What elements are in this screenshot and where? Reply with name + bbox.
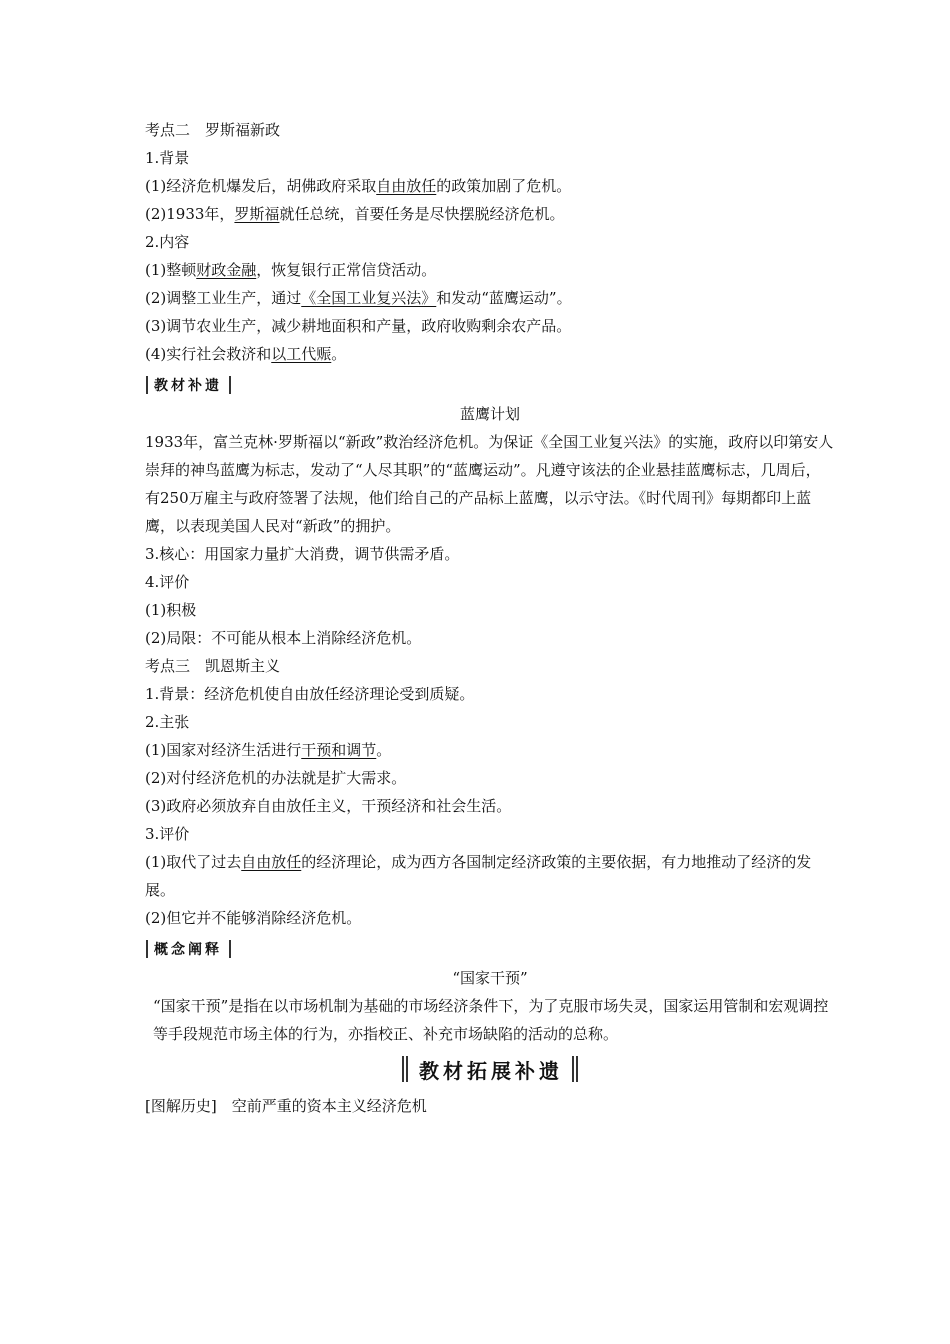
text-line: (2)对付经济危机的办法就是扩大需求。 xyxy=(145,769,407,787)
box-paragraph: “国家干预”是指在以市场机制为基础的市场经济条件下，为了克服市场失灵，国家运用管制和宏观调控等手段规范市场主体的行为，亦指校正、补充市场缺陷的活动的总称。 xyxy=(153,997,829,1043)
section-title: 考点三 凯恩斯主义 xyxy=(145,657,281,675)
text-line: [图解历史] 空前严重的资本主义经济危机 xyxy=(145,1097,427,1115)
text-paragraph: (1)取代了过去自由放任的经济理论，成为西方各国制定经济政策的主要依据，有力地推动了经济的发展。 xyxy=(145,853,812,899)
text-line: (1)积极 xyxy=(145,601,197,619)
text-line: (1)经济危机爆发后，胡佛政府采取自由放任的政策加剧了危机。 xyxy=(145,177,572,195)
box-title: 蓝鹰计划 xyxy=(459,405,520,423)
text-line: 3.核心：用国家力量扩大消费，调节供需矛盾。 xyxy=(145,545,460,563)
document-page xyxy=(145,116,835,1120)
box-paragraph: 1933年，富兰克林·罗斯福以“新政”救治经济危机。为保证《全国工业复兴法》的实施，政府以印第安人崇拜的神鸟蓝鹰为标志，发动了“人尽其职”的“蓝鹰运动”。凡遵守该法的企业悬挂蓝鹰标志，几周后，有250万雇主与政府签署了法规，他们给自己的产品标上蓝鹰，以示守法。《时代周刊》每期都印上蓝鹰，以表现美国人民对“新政”的拥护。 xyxy=(145,433,834,535)
heading: 4.评价 xyxy=(145,573,190,591)
heading: 1.背景 xyxy=(145,149,190,167)
text-line: (4)实行社会救济和以工代赈。 xyxy=(145,345,347,363)
supplement-badge: 教材补遗 xyxy=(145,372,232,398)
text-line: (1)整顿财政金融，恢复银行正常信贷活动。 xyxy=(145,261,437,279)
heading: 3.评价 xyxy=(145,825,190,843)
section-title: 考点二 罗斯福新政 xyxy=(145,121,281,139)
text-line: 1.背景：经济危机使自由放任经济理论受到质疑。 xyxy=(145,685,475,703)
text-line: (3)政府必须放弃自由放任主义，干预经济和社会生活。 xyxy=(145,797,512,815)
text-line: (2)但它并不能够消除经济危机。 xyxy=(145,909,362,927)
text-line: (2)局限：不可能从根本上消除经济危机。 xyxy=(145,629,422,647)
extension-banner: 教材拓展补遗 xyxy=(145,1052,835,1086)
text-line: (2)调整工业生产，通过《全国工业复兴法》和发动“蓝鹰运动”。 xyxy=(145,289,572,307)
text-line: (3)调节农业生产，减少耕地面积和产量，政府收购剩余农产品。 xyxy=(145,317,572,335)
box-title: “国家干预” xyxy=(452,969,528,987)
heading: 2.主张 xyxy=(145,713,190,731)
text-line: (2)1933年，罗斯福就任总统，首要任务是尽快摆脱经济危机。 xyxy=(145,205,565,223)
text-line: (1)国家对经济生活进行干预和调节。 xyxy=(145,741,392,759)
concept-badge: 概念阐释 xyxy=(145,936,232,962)
heading: 2.内容 xyxy=(145,233,190,251)
